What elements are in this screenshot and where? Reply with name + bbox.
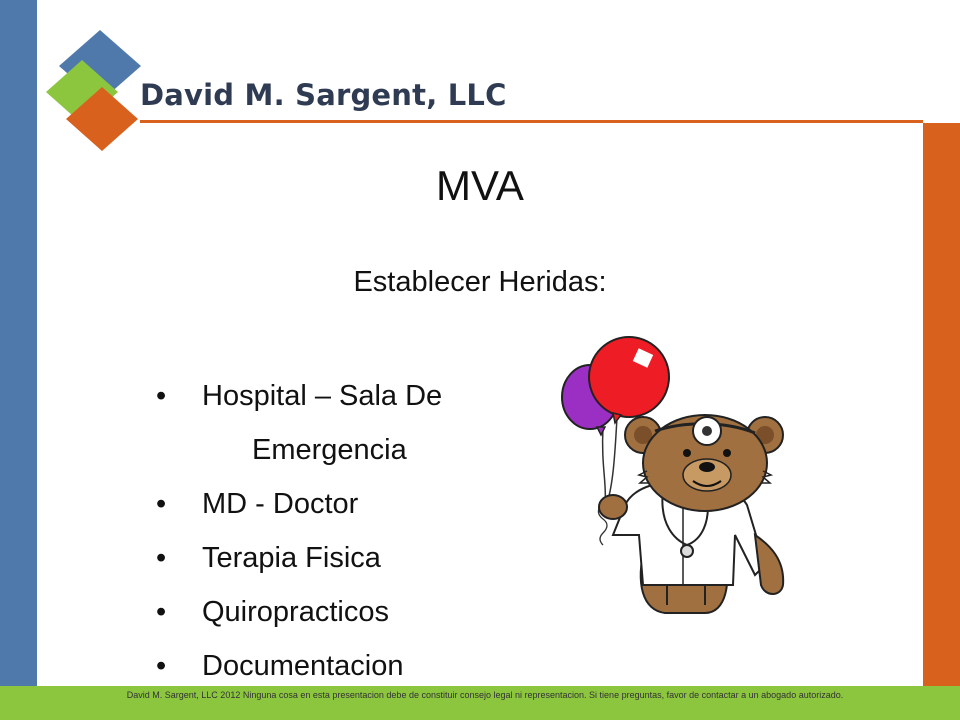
bear-doctor-illustration: [555, 335, 815, 625]
bullet-text: Quiropracticos: [202, 596, 389, 628]
bullet-dot: •: [156, 650, 167, 682]
company-logo-icon: [40, 20, 150, 155]
slide-title: MVA: [436, 162, 524, 209]
bullet-dot: •: [156, 596, 167, 628]
footer-bar: [0, 686, 960, 720]
right-accent-bar: [923, 123, 960, 720]
bullet-text: Hospital – Sala De: [202, 380, 443, 412]
slide-subtitle: Establecer Heridas:: [353, 266, 607, 298]
bullet-text: MD - Doctor: [202, 488, 359, 520]
bullet-dot: •: [156, 488, 167, 520]
bullet-text: Terapia Fisica: [202, 542, 381, 574]
bullet-continuation: [150, 426, 442, 480]
bullet-dot: •: [156, 380, 167, 412]
bullet-item: [150, 588, 442, 642]
header-divider: [140, 120, 923, 123]
bullet-text: Emergencia: [252, 434, 407, 466]
left-accent-bar: [0, 0, 37, 720]
bullet-item: [150, 480, 442, 534]
bullet-list: [150, 372, 442, 696]
footer-disclaimer: David M. Sargent, LLC 2012 Ninguna cosa en esta presentacion debe de constituir consejo legal ni representacion. Si tiene preguntas, favor de contactar a un abogado autorizado.: [126, 690, 844, 700]
bullet-text: Documentacion: [202, 650, 404, 682]
company-name: David M. Sargent, LLC: [140, 78, 507, 112]
bullet-dot: •: [156, 542, 167, 574]
bullet-item: [150, 372, 442, 426]
bullet-item: [150, 534, 442, 588]
